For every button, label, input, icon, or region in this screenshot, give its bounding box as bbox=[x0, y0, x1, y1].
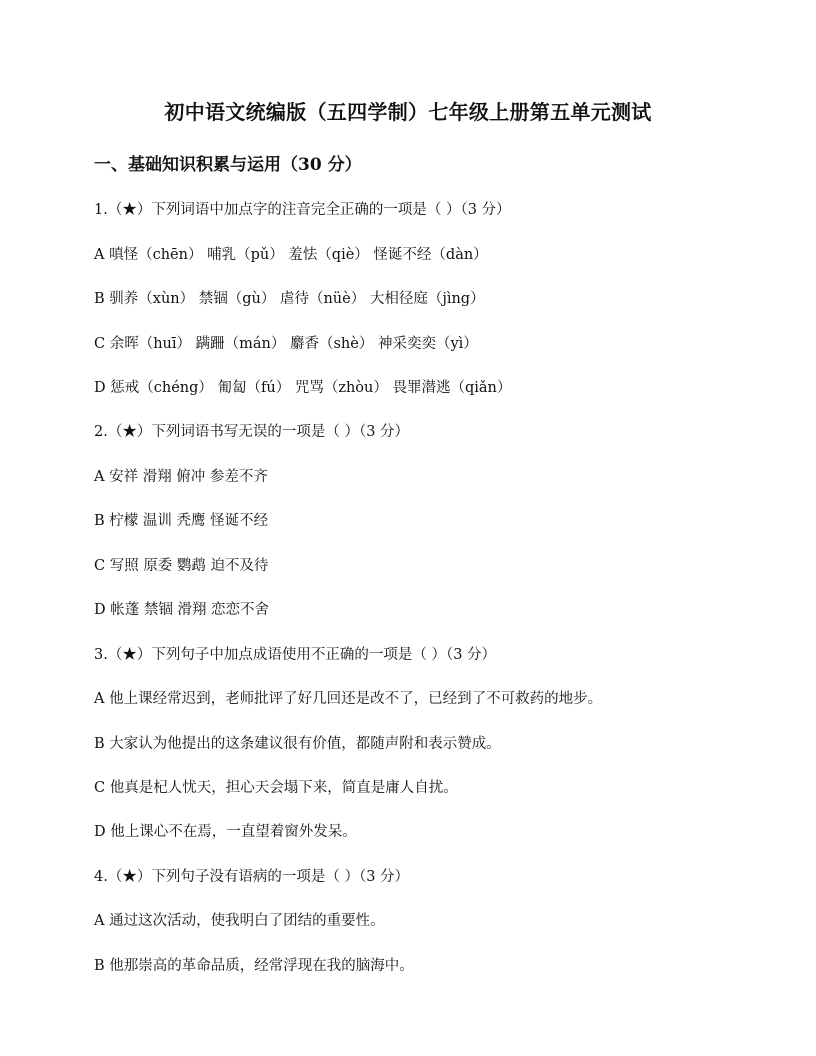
question-4-option-a: A 通过这次活动，使我明白了团结的重要性。 bbox=[94, 913, 385, 929]
question-3-option-d: D 他上课心不在焉，一直望着窗外发呆。 bbox=[94, 824, 357, 840]
question-2-option-b: B 柠檬 温训 秃鹰 怪诞不经 bbox=[94, 513, 269, 529]
question-4-option-b: B 他那崇高的革命品质，经常浮现在我的脑海中。 bbox=[94, 958, 414, 974]
question-1-stem: 1.（★）下列词语中加点字的注音完全正确的一项是（ ）（3 分） bbox=[94, 202, 511, 218]
question-1-option-c: C 余晖（huī） 蹒跚（mán） 麝香（shè） 神采奕奕（yì） bbox=[94, 336, 478, 352]
question-4-stem: 4.（★）下列句子没有语病的一项是（ ）（3 分） bbox=[94, 869, 410, 885]
section-heading: 一、基础知识积累与运用（30 分） bbox=[94, 155, 362, 175]
question-2-option-a: A 安祥 滑翔 俯冲 参差不齐 bbox=[94, 469, 268, 485]
question-2-option-d: D 帐蓬 禁锢 滑翔 恋恋不舍 bbox=[94, 602, 270, 618]
question-3-stem: 3.（★）下列句子中加点成语使用不正确的一项是（ ）（3 分） bbox=[94, 647, 497, 663]
document-title: 初中语文统编版（五四学制）七年级上册第五单元测试 bbox=[164, 100, 652, 124]
question-1-option-a: A 嗔怪（chēn） 哺乳（pǔ） 羞怯（qiè） 怪诞不经（dàn） bbox=[94, 247, 488, 263]
question-1-option-b: B 驯养（xùn） 禁锢（gù） 虐待（nüè） 大相径庭（jìng） bbox=[94, 291, 485, 307]
question-2-option-c: C 写照 原委 鹦鹉 迫不及待 bbox=[94, 558, 269, 574]
question-1-option-d: D 惩戒（chéng） 匍匐（fú） 咒骂（zhòu） 畏罪潜逃（qiǎn） bbox=[94, 380, 512, 396]
question-2-stem: 2.（★）下列词语书写无误的一项是（ ）（3 分） bbox=[94, 424, 410, 440]
question-3-option-a: A 他上课经常迟到，老师批评了好几回还是改不了，已经到了不可救药的地步。 bbox=[94, 691, 603, 707]
question-3-option-c: C 他真是杞人忧天，担心天会塌下来，简直是庸人自扰。 bbox=[94, 780, 458, 796]
question-3-option-b: B 大家认为他提出的这条建议很有价值，都随声附和表示赞成。 bbox=[94, 736, 501, 752]
